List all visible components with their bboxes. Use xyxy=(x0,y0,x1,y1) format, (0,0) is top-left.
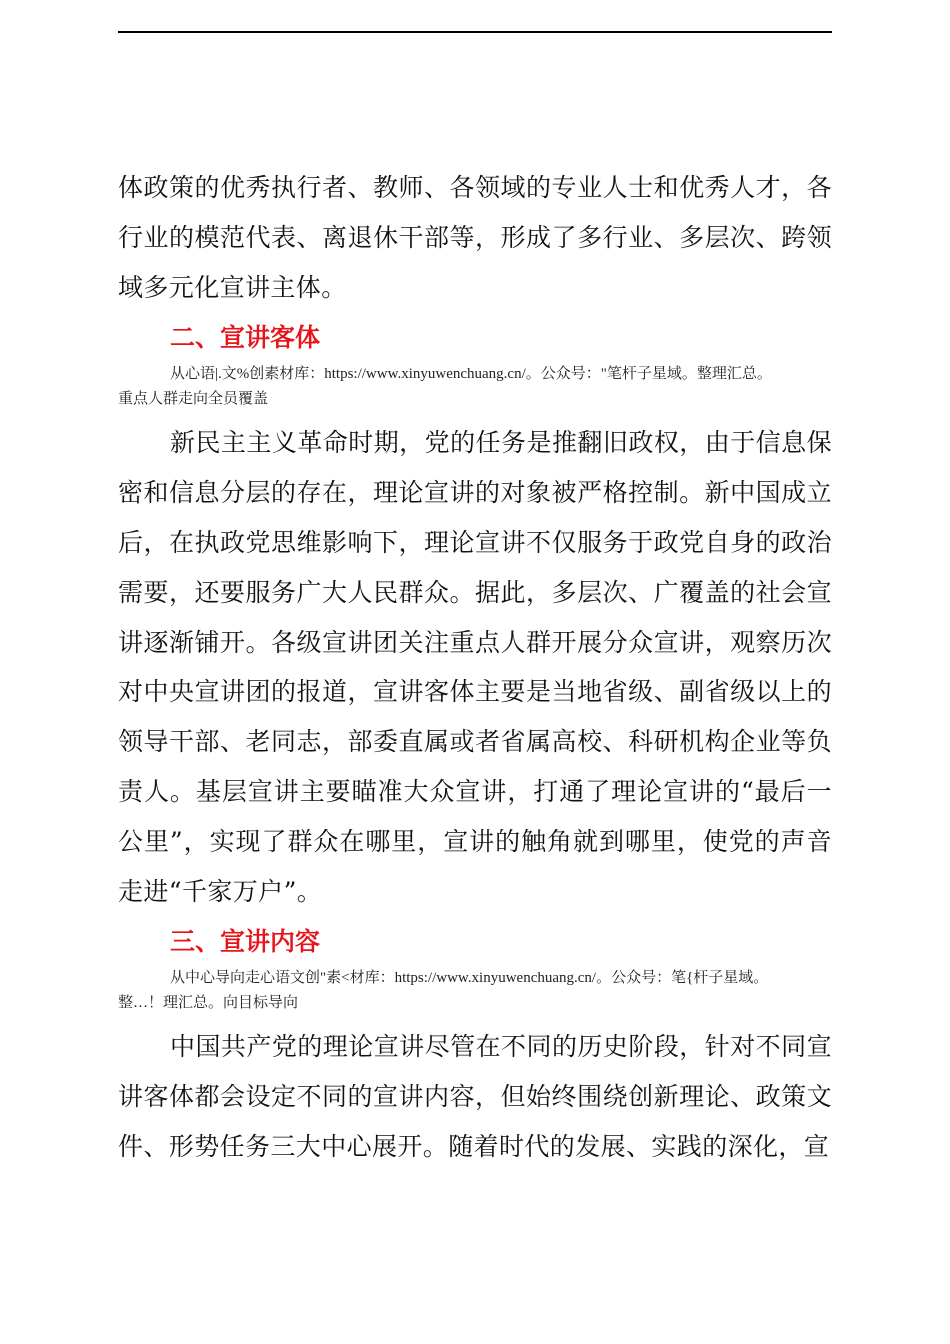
paragraph-continuation: 体政策的优秀执行者、教师、各领域的专业人士和优秀人才，各行业的模范代表、离退休干部等，形成了多行业、多层次、跨领域多元化宣讲主体。 xyxy=(118,173,832,302)
section-heading-object: 二、宣讲客体 xyxy=(170,323,321,353)
subheading-line: 重点人群走向全员覆盖 xyxy=(118,391,269,408)
source-note-section-3 xyxy=(118,966,832,1016)
section-heading-content: 三、宣讲内容 xyxy=(170,927,321,957)
paragraph-section-3: 中国共产党的理论宣讲尽管在不同的历史阶段，针对不同宣讲客体都会设定不同的宣讲内容，但始终围绕创新理论、政策文件、形势任务三大中心展开。随着时代的发展、实践的深化，宣 xyxy=(118,1032,832,1161)
source-note-line: 从中心导向走心语文创"素<材库：https://www.xinyuwenchuang.cn/。公众号：笔{杆子星域。 xyxy=(170,970,769,987)
document-body xyxy=(118,163,832,1172)
paragraph-section-2: 新民主主义革命时期，党的任务是推翻旧政权，由于信息保密和信息分层的存在，理论宣讲的对象被严格控制。新中国成立后，在执政党思维影响下，理论宣讲不仅服务于政党自身的政治需要，还要服务广大人民群众。据此，多层次、广覆盖的社会宣讲逐渐铺开。各级宣讲团关注重点人群开展分众宣讲，观察历次对中央宣讲团的报道，宣讲客体主要是当地省级、副省级以上的领导干部、老同志，部委直属或者省属高校、科研机构企业等负责人。基层宣讲主要瞄准大众宣讲，打通了理论宣讲的“最后一公里”，实现了群众在哪里，宣讲的触角就到哪里，使党的声音走进“千家万户”。 xyxy=(118,428,832,906)
source-note-section-2 xyxy=(118,362,832,412)
header-rule xyxy=(118,31,832,33)
subheading-line: 整…！理汇总。向目标导向 xyxy=(118,995,299,1012)
source-note-line: 从心语|.文%创素材库：https://www.xinyuwenchuang.cn/。公众号："笔杆子星域。整理汇总。 xyxy=(170,366,772,383)
